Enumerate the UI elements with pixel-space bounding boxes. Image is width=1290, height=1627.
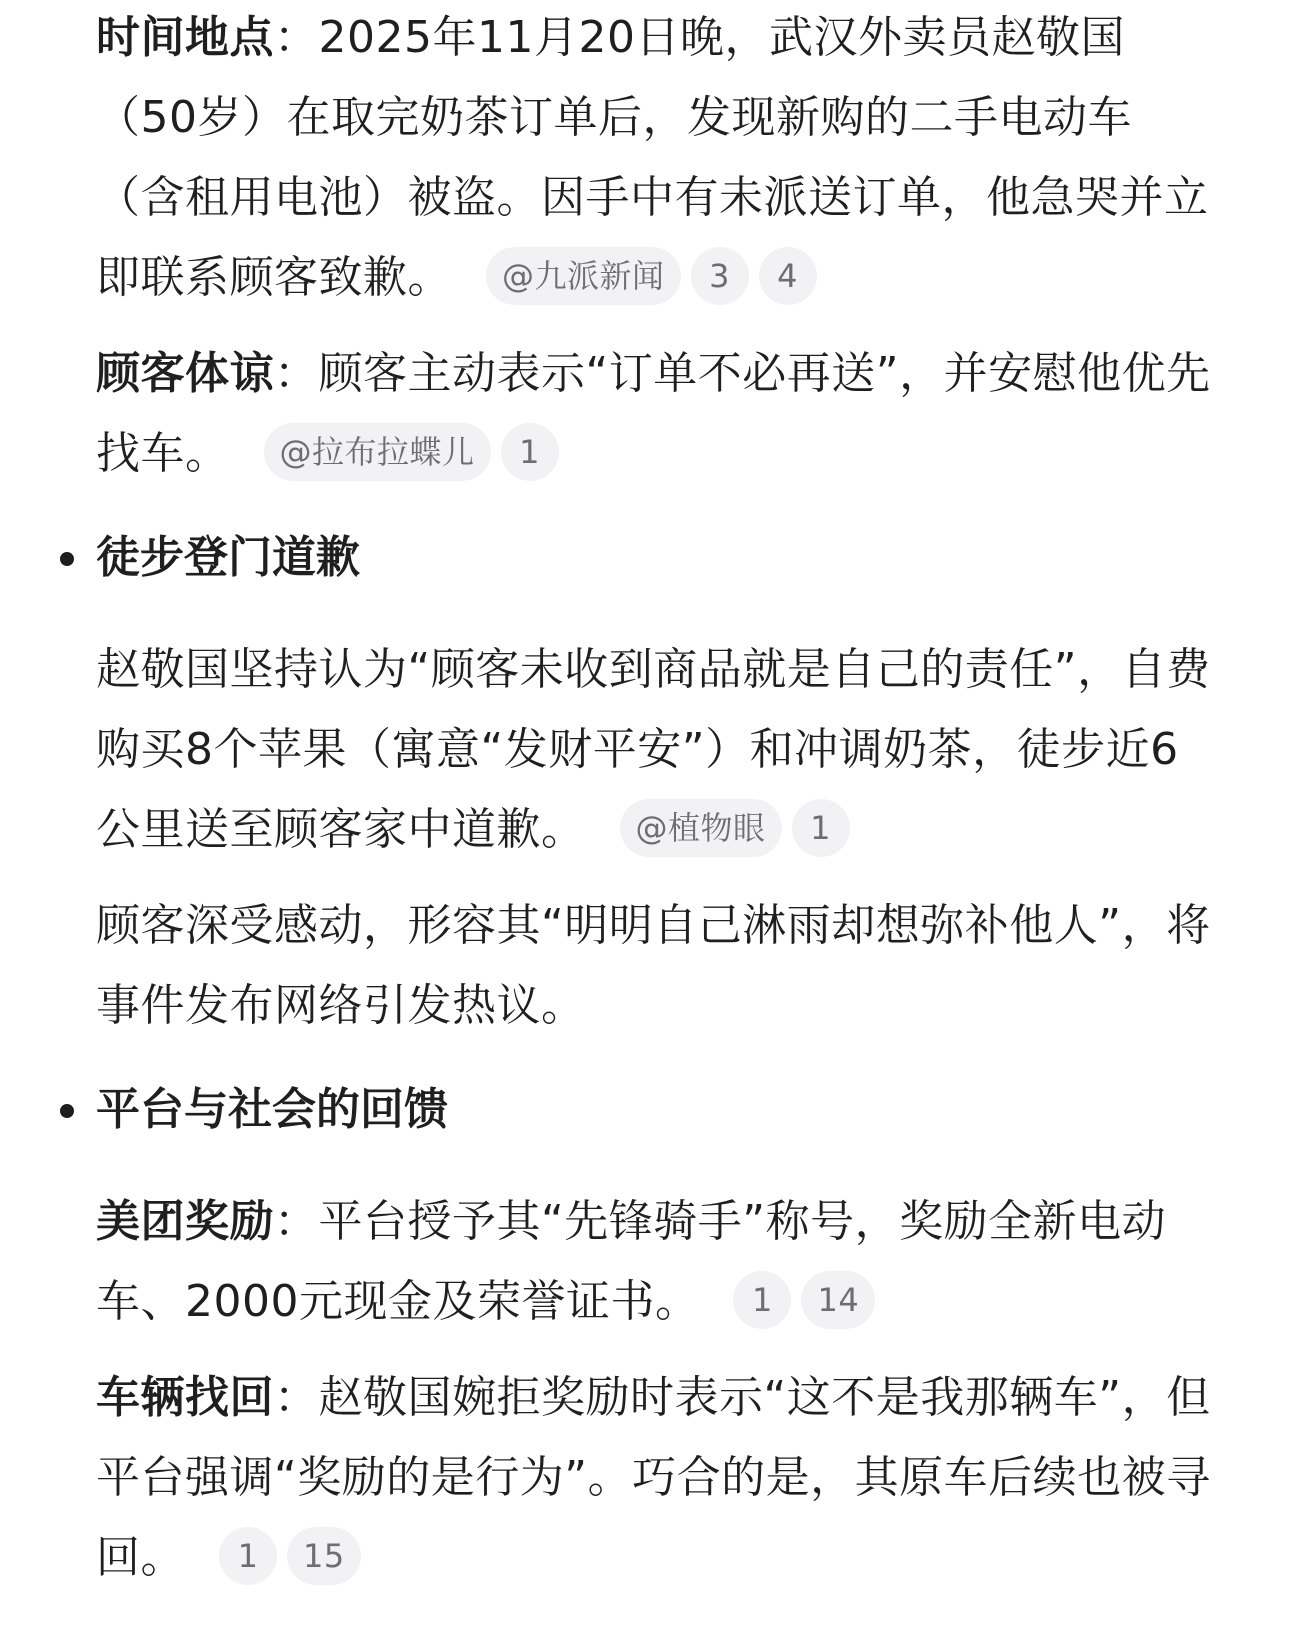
paragraph-apology-detail <box>0 630 1290 870</box>
paragraph-text: 赵敬国婉拒奖励时表示“这不是我那辆车”，但平台强调“奖励的是行为”。巧合的是，其原车后续也被寻回。 <box>96 1372 1211 1583</box>
source-tag[interactable]: @植物眼 <box>620 799 782 857</box>
paragraph-label: 美团奖励 <box>96 1196 274 1247</box>
reference-badge[interactable]: 1 <box>733 1271 791 1329</box>
reference-badge[interactable]: 15 <box>287 1527 361 1585</box>
bullet-dot-icon <box>60 1104 74 1118</box>
reference-badge[interactable]: 1 <box>792 799 850 857</box>
paragraph-customer-understanding <box>0 334 1290 494</box>
paragraph-customer-moved <box>0 886 1290 1046</box>
paragraph-label: 顾客体谅 <box>96 348 274 399</box>
label-separator: ： <box>274 348 319 399</box>
paragraph-text: 顾客深受感动，形容其“明明自己淋雨却想弥补他人”，将事件发布网络引发热议。 <box>96 900 1211 1031</box>
paragraph-vehicle-recovered <box>0 1358 1290 1598</box>
bullet-dot-icon <box>60 552 74 566</box>
section-heading-text: 徒步登门道歉 <box>96 532 360 583</box>
paragraph-text: 顾客主动表示“订单不必再送”，并安慰他优先找车。 <box>96 348 1211 479</box>
label-separator: ： <box>274 1372 319 1423</box>
label-separator: ： <box>274 12 319 63</box>
label-separator: ： <box>274 1196 319 1247</box>
reference-badge[interactable]: 4 <box>759 247 817 305</box>
section-heading-feedback <box>0 1070 1290 1150</box>
reference-badge[interactable]: 14 <box>801 1271 875 1329</box>
paragraph-text: 2025年11月20日晚，武汉外卖员赵敬国（50岁）在取完奶茶订单后，发现新购的二手电动车（含租用电池）被盗。因手中有未派送订单，他急哭并立即联系顾客致歉。 <box>96 12 1209 303</box>
section-heading-walk-apology <box>0 518 1290 598</box>
paragraph-text: 赵敬国坚持认为“顾客未收到商品就是自己的责任”，自费购买8个苹果（寓意“发财平安”）和冲调奶茶，徒步近6公里送至顾客家中道歉。 <box>96 644 1211 855</box>
paragraph-label: 车辆找回 <box>96 1372 274 1423</box>
paragraph-time-place <box>0 0 1290 318</box>
paragraph-text: 平台授予其“先锋骑手”称号，奖励全新电动车、2000元现金及荣誉证书。 <box>96 1196 1167 1327</box>
section-heading-text: 平台与社会的回馈 <box>96 1084 448 1135</box>
paragraph-label: 时间地点 <box>96 12 274 63</box>
reference-badge[interactable]: 1 <box>219 1527 277 1585</box>
paragraph-meituan-reward <box>0 1182 1290 1342</box>
source-tag[interactable]: @拉布拉蝶儿 <box>264 423 491 481</box>
source-tag[interactable]: @九派新闻 <box>486 247 681 305</box>
reference-badge[interactable]: 1 <box>501 423 559 481</box>
reference-badge[interactable]: 3 <box>691 247 749 305</box>
